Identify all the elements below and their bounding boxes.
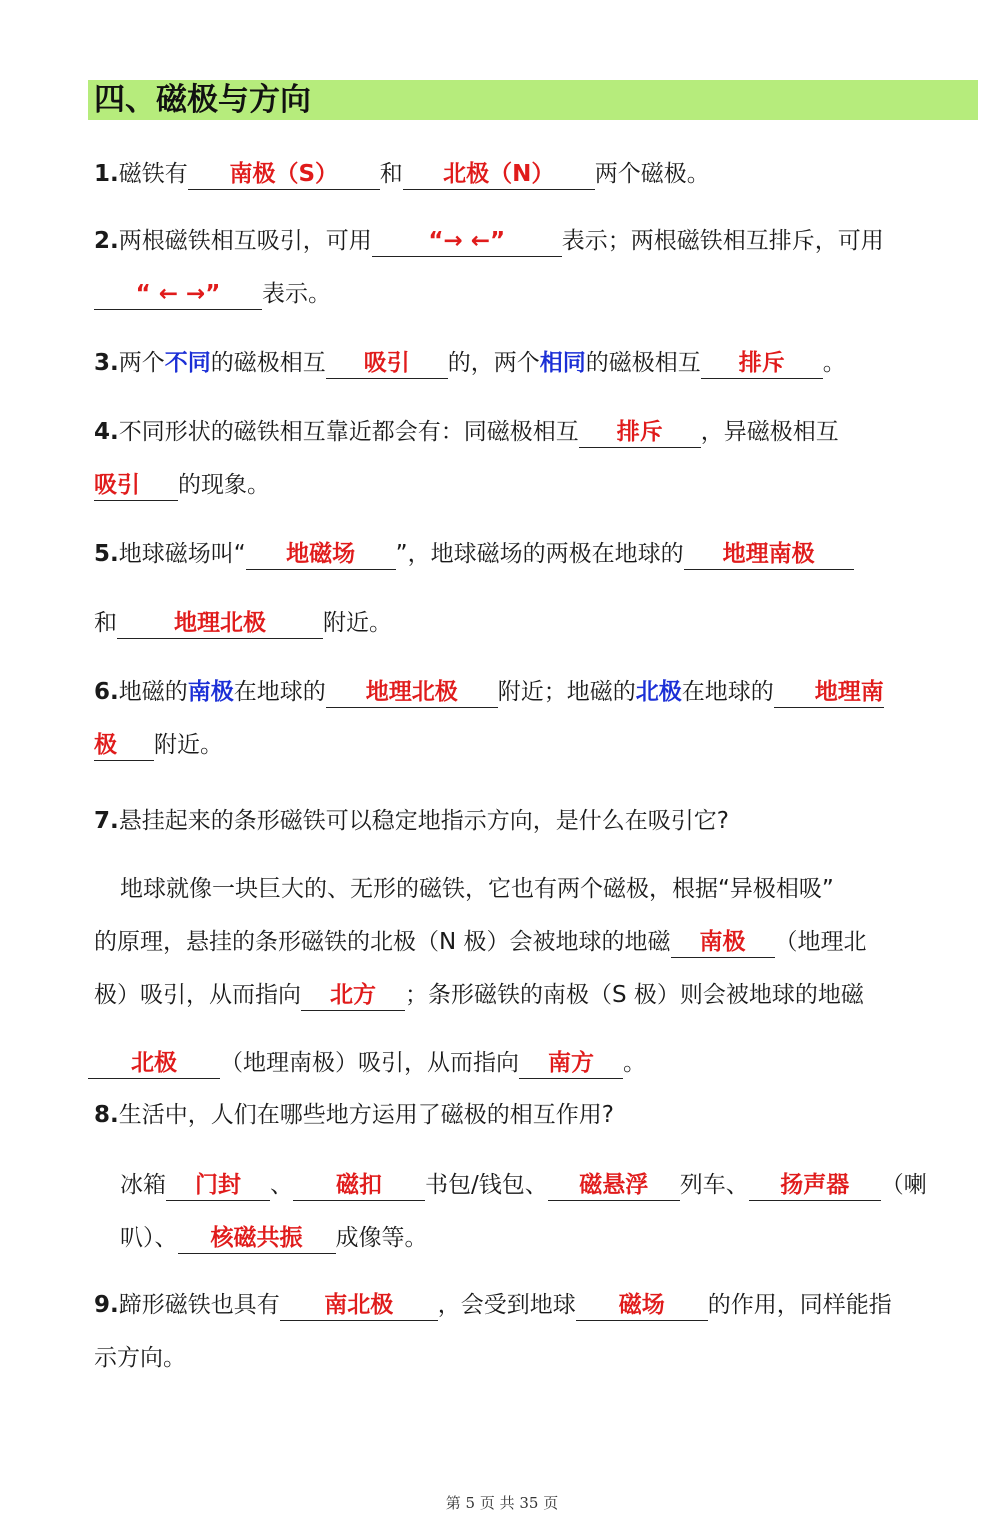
question-6-cont: 极 附近。 bbox=[94, 729, 223, 761]
question-6: 6.地磁的南极在地球的 地理北极 附近；地磁的北极在地球的 地理南 bbox=[94, 676, 884, 708]
answer-blank: 排斥 bbox=[701, 348, 823, 379]
question-8: 8.生活中，人们在哪些地方运用了磁极的相互作用? bbox=[94, 1102, 614, 1128]
answer-7-line-2: 的原理，悬挂的条形磁铁的北极（N 极）会被地球的地磁 南极 （地理北 bbox=[94, 926, 867, 958]
question-2: 2.两根磁铁相互吸引，可用 “→ ←” 表示；两根磁铁相互排斥，可用 bbox=[94, 225, 884, 257]
keyword: 北极 bbox=[635, 679, 682, 705]
answer-7-line-4: 北极 （地理南极）吸引，从而指向 南方 。 bbox=[88, 1047, 646, 1079]
question-number: 2. bbox=[94, 228, 119, 254]
answer-blank: 南北极 bbox=[280, 1290, 438, 1321]
answer-blank: 地理北极 bbox=[326, 677, 498, 708]
section-title: 四、磁极与方向 bbox=[88, 80, 978, 120]
answer-blank: 地理南 bbox=[774, 677, 884, 708]
answer-blank: 地理北极 bbox=[117, 608, 323, 639]
answer-blank: 排斥 bbox=[579, 417, 701, 448]
answer-blank: 扬声器 bbox=[749, 1170, 881, 1201]
question-1: 1.磁铁有 南极（S） 和 北极（N） 两个磁极。 bbox=[94, 158, 710, 190]
question-5: 5.地球磁场叫“ 地磁场 ”，地球磁场的两极在地球的 地理南极 bbox=[94, 538, 854, 570]
answer-blank: 核磁共振 bbox=[178, 1223, 336, 1254]
answer-blank: 磁扣 bbox=[293, 1170, 425, 1201]
answer-blank: 吸引 bbox=[326, 348, 448, 379]
question-number: 4. bbox=[94, 419, 119, 445]
question-5-cont: 和 地理北极 附近。 bbox=[94, 607, 392, 639]
answer-blank: 南极（S） bbox=[188, 159, 380, 190]
answer-blank: 门封 bbox=[166, 1170, 270, 1201]
answer-7-line-3: 极）吸引，从而指向 北方 ；条形磁铁的南极（S 极）则会被地球的地磁 bbox=[94, 979, 864, 1011]
answer-blank: 北极 bbox=[88, 1048, 220, 1079]
answer-blank: 吸引 bbox=[94, 470, 178, 501]
question-number: 3. bbox=[94, 350, 119, 376]
answer-blank: 磁场 bbox=[576, 1290, 708, 1321]
answer-blank: 磁悬浮 bbox=[548, 1170, 680, 1201]
answer-blank: 极 bbox=[94, 730, 154, 761]
keyword: 不同 bbox=[164, 350, 211, 376]
answer-blank: 地磁场 bbox=[246, 539, 396, 570]
question-4-cont: 吸引 的现象。 bbox=[94, 469, 270, 501]
page-footer: 第 5 页 共 35 页 bbox=[445, 1494, 559, 1512]
question-number: 6. bbox=[94, 679, 119, 705]
question-4: 4.不同形状的磁铁相互靠近都会有：同磁极相互 排斥 ，异磁极相互 bbox=[94, 416, 839, 448]
question-9-cont: 示方向。 bbox=[94, 1345, 186, 1371]
question-number: 9. bbox=[94, 1292, 119, 1318]
answer-blank: 北方 bbox=[301, 980, 405, 1011]
question-number: 5. bbox=[94, 541, 119, 567]
answer-blank: “ ← →” bbox=[94, 279, 262, 310]
answer-blank: 北极（N） bbox=[403, 159, 595, 190]
keyword: 南极 bbox=[187, 679, 234, 705]
question-number: 7. bbox=[94, 808, 119, 834]
question-9: 9.蹄形磁铁也具有 南北极 ，会受到地球 磁场 的作用，同样能指 bbox=[94, 1289, 892, 1321]
answer-8-line-2: 叭）、 核磁共振 成像等。 bbox=[120, 1222, 428, 1254]
answer-blank: 南极 bbox=[671, 927, 775, 958]
keyword: 相同 bbox=[539, 350, 586, 376]
answer-8-line-1: 冰箱 门封 、 磁扣 书包/钱包、 磁悬浮 列车、 扬声器 （喇 bbox=[120, 1169, 927, 1201]
question-3: 3.两个不同的磁极相互 吸引 的，两个相同的磁极相互 排斥 。 bbox=[94, 347, 846, 379]
answer-blank: 南方 bbox=[519, 1048, 623, 1079]
question-number: 8. bbox=[94, 1102, 119, 1128]
answer-blank: “→ ←” bbox=[372, 226, 562, 257]
question-2-cont: “ ← →” 表示。 bbox=[94, 278, 331, 310]
answer-7-line-1: 地球就像一块巨大的、无形的磁铁，它也有两个磁极，根据“异极相吸” bbox=[120, 876, 834, 902]
question-7: 7.悬挂起来的条形磁铁可以稳定地指示方向，是什么在吸引它? bbox=[94, 808, 729, 834]
answer-blank: 地理南极 bbox=[684, 539, 854, 570]
question-number: 1. bbox=[94, 161, 119, 187]
